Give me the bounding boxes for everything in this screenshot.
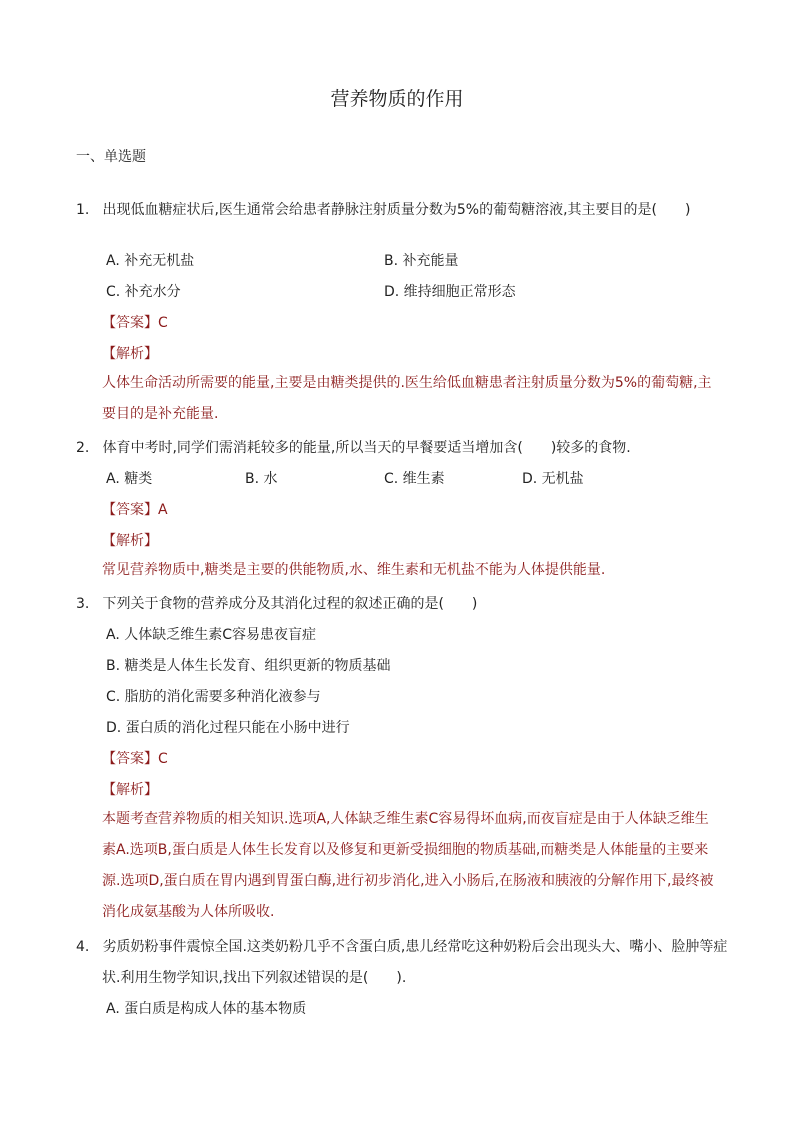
analysis-line: 常见营养物质中,糖类是主要的供能物质,水、维生素和无机盐不能为人体提供能量.	[102, 562, 606, 578]
answer-label: 【答案】	[102, 751, 158, 767]
q1-answer	[102, 312, 168, 332]
analysis-line: 消化成氨基酸为人体所吸收.	[102, 904, 275, 920]
question-number: 2.	[76, 440, 90, 456]
question-number: 4.	[76, 939, 90, 955]
answer-label: 【答案】	[102, 502, 158, 518]
answer-value: C	[158, 751, 168, 767]
question-4-continued: 状.利用生物学知识,找出下列叙述错误的是( ).	[102, 970, 407, 986]
question-stem: 体育中考时,同学们需消耗较多的能量,所以当天的早餐要适当增加含( )较多的食物.	[102, 440, 631, 456]
q1-option-b: B. 补充能量	[384, 253, 459, 269]
question-4	[76, 936, 727, 956]
q1-option-d: D. 维持细胞正常形态	[384, 284, 516, 300]
question-1	[76, 199, 691, 219]
analysis-line: 源.选项D,蛋白质在胃内遇到胃蛋白酶,进行初步消化,进入小肠后,在肠液和胰液的分解作用下,最终被	[102, 873, 714, 889]
analysis-line: 要目的是补充能量.	[102, 406, 219, 422]
q2-option-c: C. 维生素	[384, 471, 445, 487]
q3-option-d: D. 蛋白质的消化过程只能在小肠中进行	[106, 720, 350, 736]
analysis-line: 人体生命活动所需要的能量,主要是由糖类提供的.医生给低血糖患者注射质量分数为5%的葡萄糖,主	[102, 375, 712, 391]
q3-answer	[102, 748, 168, 768]
question-stem: 劣质奶粉事件震惊全国.这类奶粉几乎不含蛋白质,患儿经常吃这种奶粉后会出现头大、嘴小、脸肿等症	[102, 939, 728, 955]
q3-analysis-label: 【解析】	[102, 782, 158, 798]
q2-option-a: A. 糖类	[106, 471, 153, 487]
answer-value: A	[158, 502, 168, 518]
question-stem: 下列关于食物的营养成分及其消化过程的叙述正确的是( )	[102, 596, 478, 612]
q3-analysis	[102, 804, 722, 928]
answer-value: C	[158, 315, 168, 331]
q2-analysis-label: 【解析】	[102, 533, 158, 549]
section-heading: 一、单选题	[76, 149, 146, 165]
q3-option-a: A. 人体缺乏维生素C容易患夜盲症	[106, 627, 317, 643]
analysis-line: 素A.选项B,蛋白质是人体生长发育以及修复和更新受损细胞的物质基础,而糖类是人体能量的主要来	[102, 842, 709, 858]
analysis-line: 本题考查营养物质的相关知识.选项A,人体缺乏维生素C容易得坏血病,而夜盲症是由于人体缺乏维生	[102, 811, 709, 827]
q2-analysis	[102, 555, 722, 586]
q3-option-c: C. 脂肪的消化需要多种消化液参与	[106, 689, 321, 705]
question-number: 3.	[76, 596, 90, 612]
question-2	[76, 437, 631, 457]
q3-option-b: B. 糖类是人体生长发育、组织更新的物质基础	[106, 658, 391, 674]
answer-label: 【答案】	[102, 315, 158, 331]
q4-option-a: A. 蛋白质是构成人体的基本物质	[106, 1001, 307, 1017]
q2-answer	[102, 499, 168, 519]
q1-option-a: A. 补充无机盐	[106, 253, 195, 269]
q1-option-c: C. 补充水分	[106, 284, 181, 300]
question-stem: 出现低血糖症状后,医生通常会给患者静脉注射质量分数为5%的葡萄糖溶液,其主要目的是( )	[102, 202, 691, 218]
q1-analysis-label: 【解析】	[102, 346, 158, 362]
q1-analysis	[102, 368, 722, 430]
question-number: 1.	[76, 202, 90, 218]
q2-option-b: B. 水	[245, 471, 278, 487]
q2-option-d: D. 无机盐	[522, 471, 584, 487]
question-3	[76, 593, 477, 613]
page-title: 营养物质的作用	[330, 88, 464, 110]
